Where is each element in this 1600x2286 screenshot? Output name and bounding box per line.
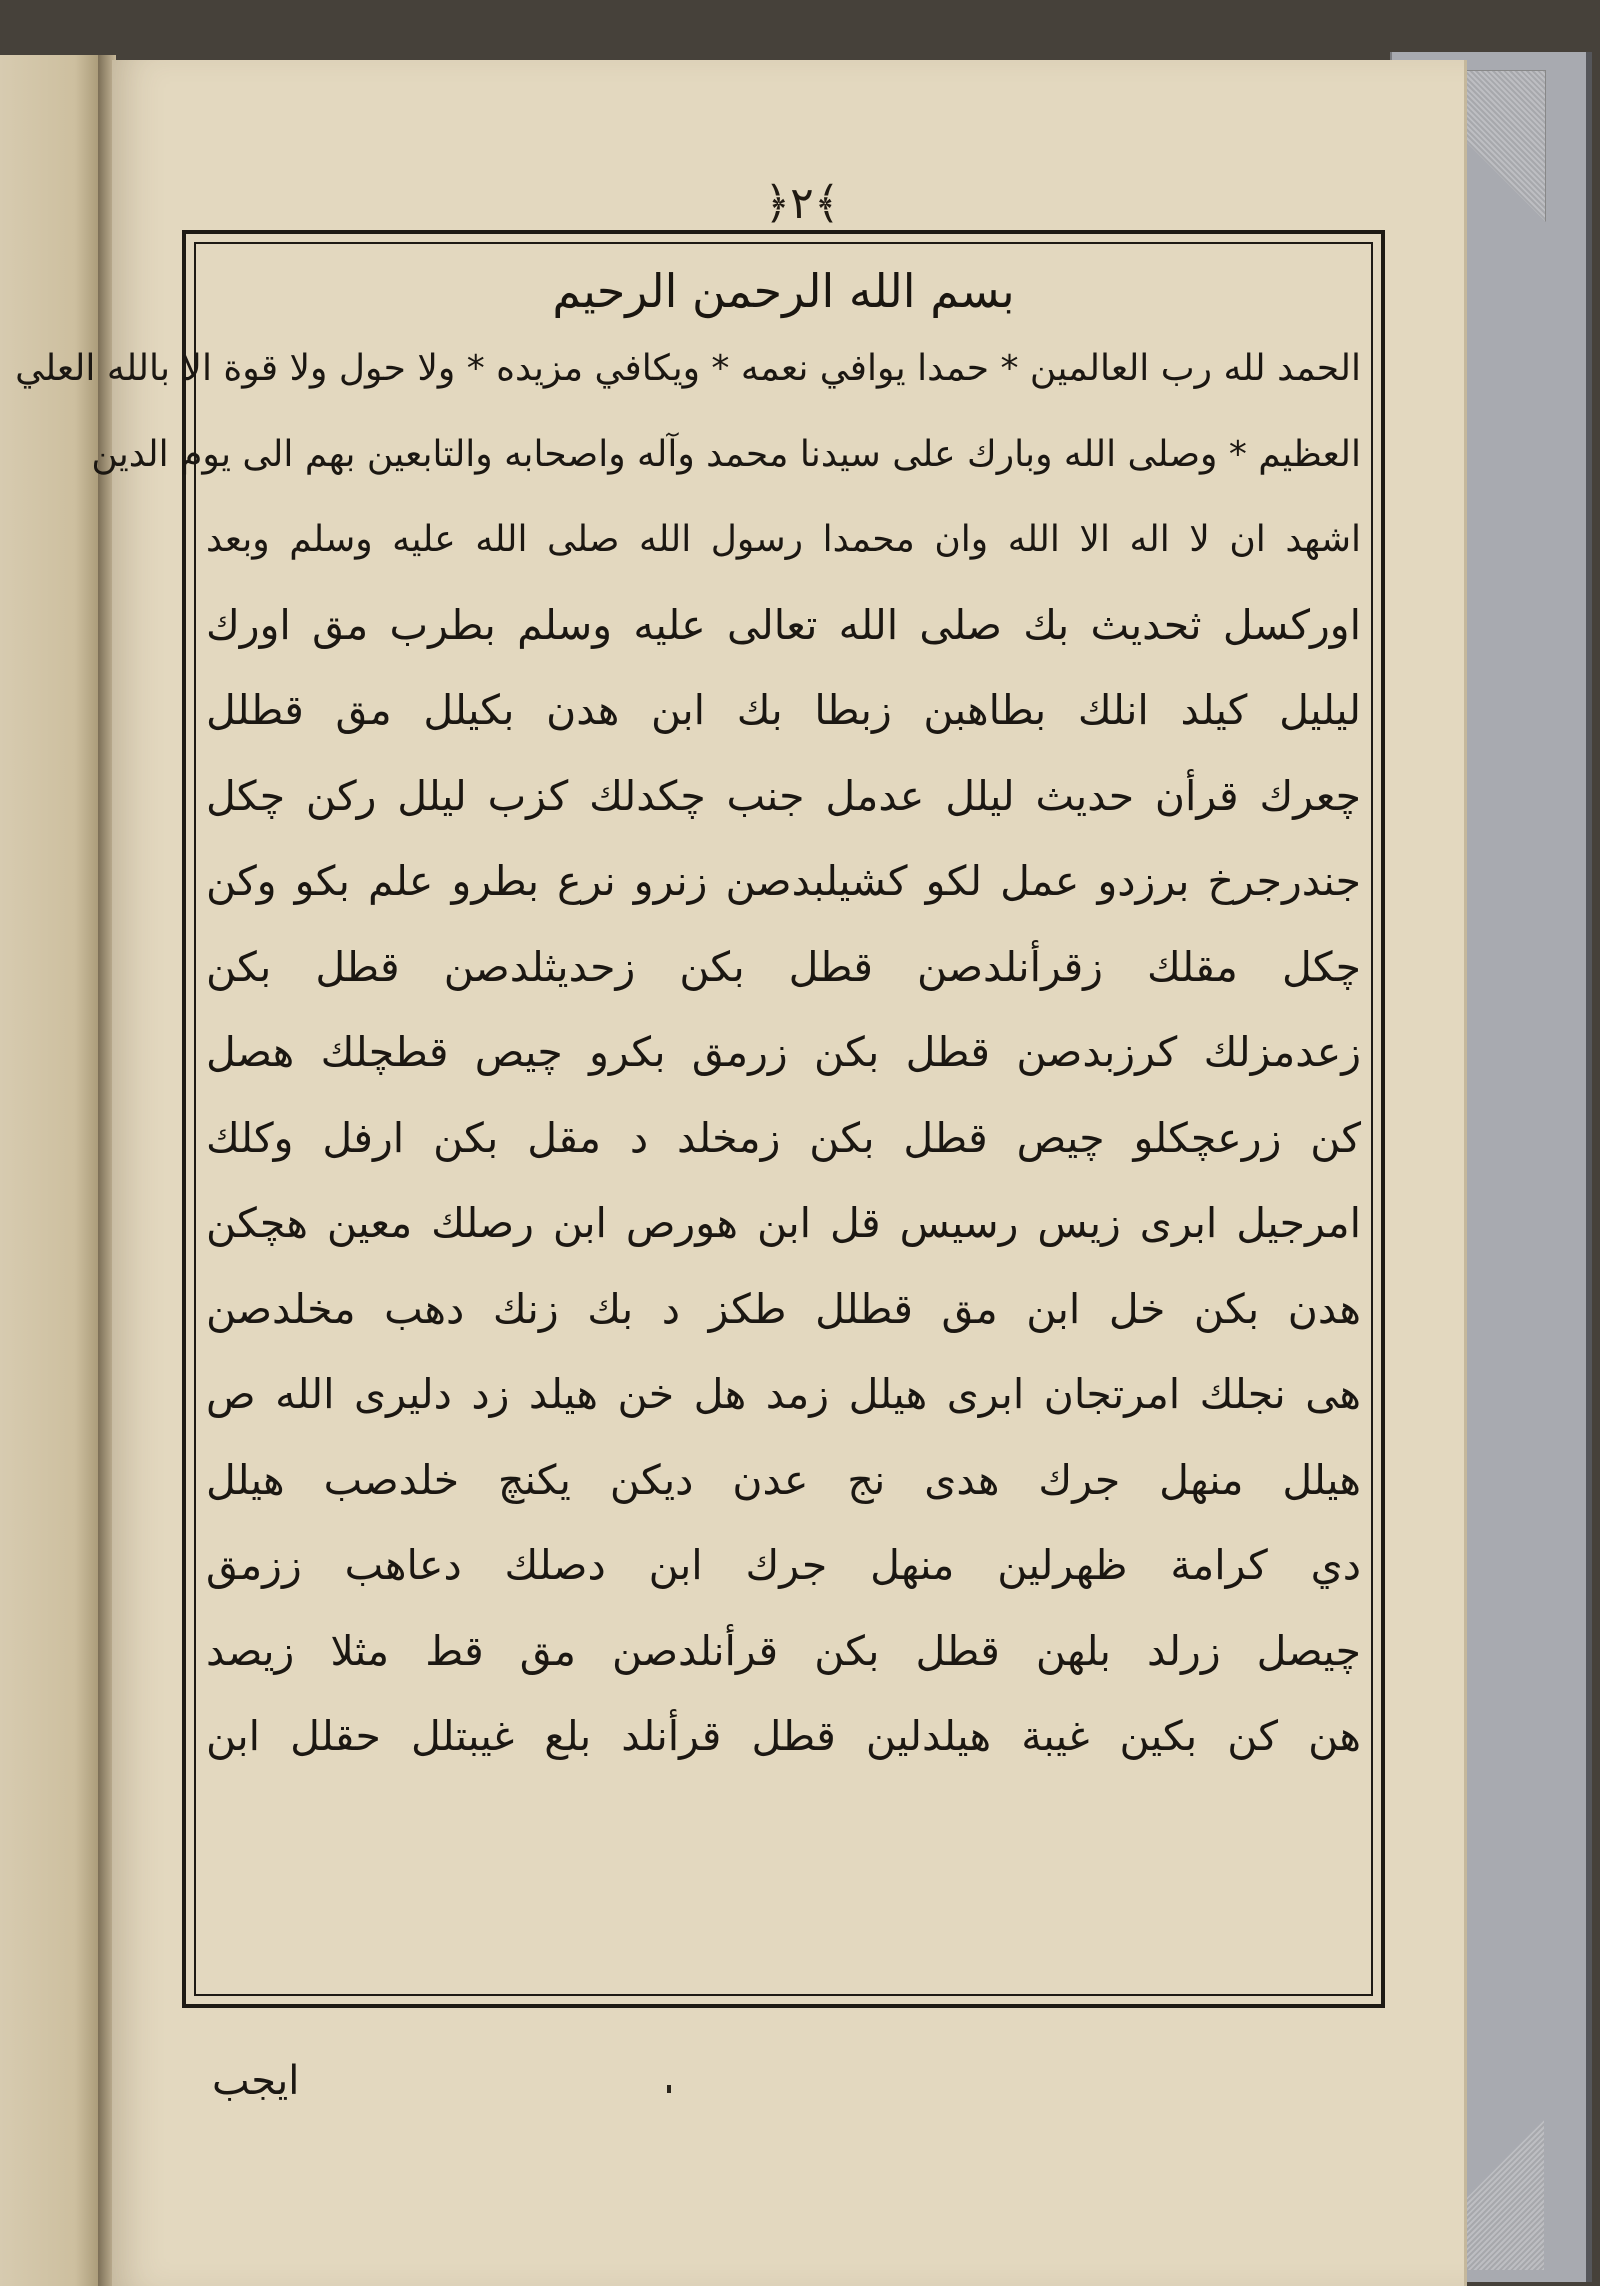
text-line: اشهد ان لا اله الا الله وان محمدا رسول الله صلى الله عليه وسلم وبعد [206,519,1361,560]
text-line: العظيم * وصلى الله وبارك على سيدنا محمد وآله واصحابه والتابعين بهم الى يوم الدين [91,433,1361,475]
basmala-heading: بسم الله الرحمن الرحيم [552,264,1015,318]
text-line: چعرك قرأن حديث ليلل عدمل جنب چكدلك كزب ليلل ركن چكل [206,771,1361,820]
text-line: جندرجرخ برزدو عمل لكو كشيلبدصن زنرو نرع بطرو علم بكو وكن [206,857,1361,905]
text-line: هيلل منهل جرك هدى نج عدن ديكن يكنچ خلدصب هيلل [206,1455,1361,1504]
text-line: چكل مقلك زقرأنلدصن قطل بكن زحديثلدصن قطل بكن [206,942,1361,991]
text-line: هن كن بكين غيبة هيلدلين قطل قرأنلد بلع غيبتلل حقلل ابن [206,1712,1361,1760]
text-line: كن زرعچكلو چيص قطل بكن زمخلد د مقل بكن ارفل وكلك [206,1113,1361,1162]
text-line: ليليل كيلد انلك بطاهبن زبطا بك ابن هدن بكيلل مق قطلل [206,686,1361,734]
text-line: امرجيل ابرى زيس رسيس قل ابن هورص ابن رصلك معين هچكن [206,1199,1361,1247]
manuscript-page [15,60,1467,2286]
page-number: ﴿٢﴾ [764,178,840,229]
text-line: دي كرامة ظهرلين منهل جرك ابن دصلك دعاهب ززمق [206,1541,1361,1589]
board-edge [1586,52,1592,2282]
text-line: چيصل زرلد بلهن قطل بكن قرأنلدصن مق قط مثلا زيصد [206,1626,1361,1675]
text-line: زعدمزلك كرزبدصن قطل بكن زرمق بكرو چيص قطچلك هصل [206,1028,1361,1076]
text-block [15,252,1361,1986]
text-line: الحمد لله رب العالمين * حمدا يوافي نعمه * ويكافي مزيده * ولا حول ولا قوة الا بالله العلي [15,348,1361,389]
ink-dot [667,2085,671,2093]
text-frame [15,230,1385,2008]
text-line: هى نجلك امرتجان ابرى هيلل زمد هل خن هيلد زد دليرى الله ص [206,1370,1361,1418]
text-line: اورکسل ثحديث بك صلى الله تعالى عليه وسلم بطرب مق اورك [206,600,1361,649]
text-line: هدن بكن خل ابن مق قطلل طكز د بك زنك دهب مخلدصن [206,1284,1361,1333]
catchword: ايجب [212,2058,300,2104]
